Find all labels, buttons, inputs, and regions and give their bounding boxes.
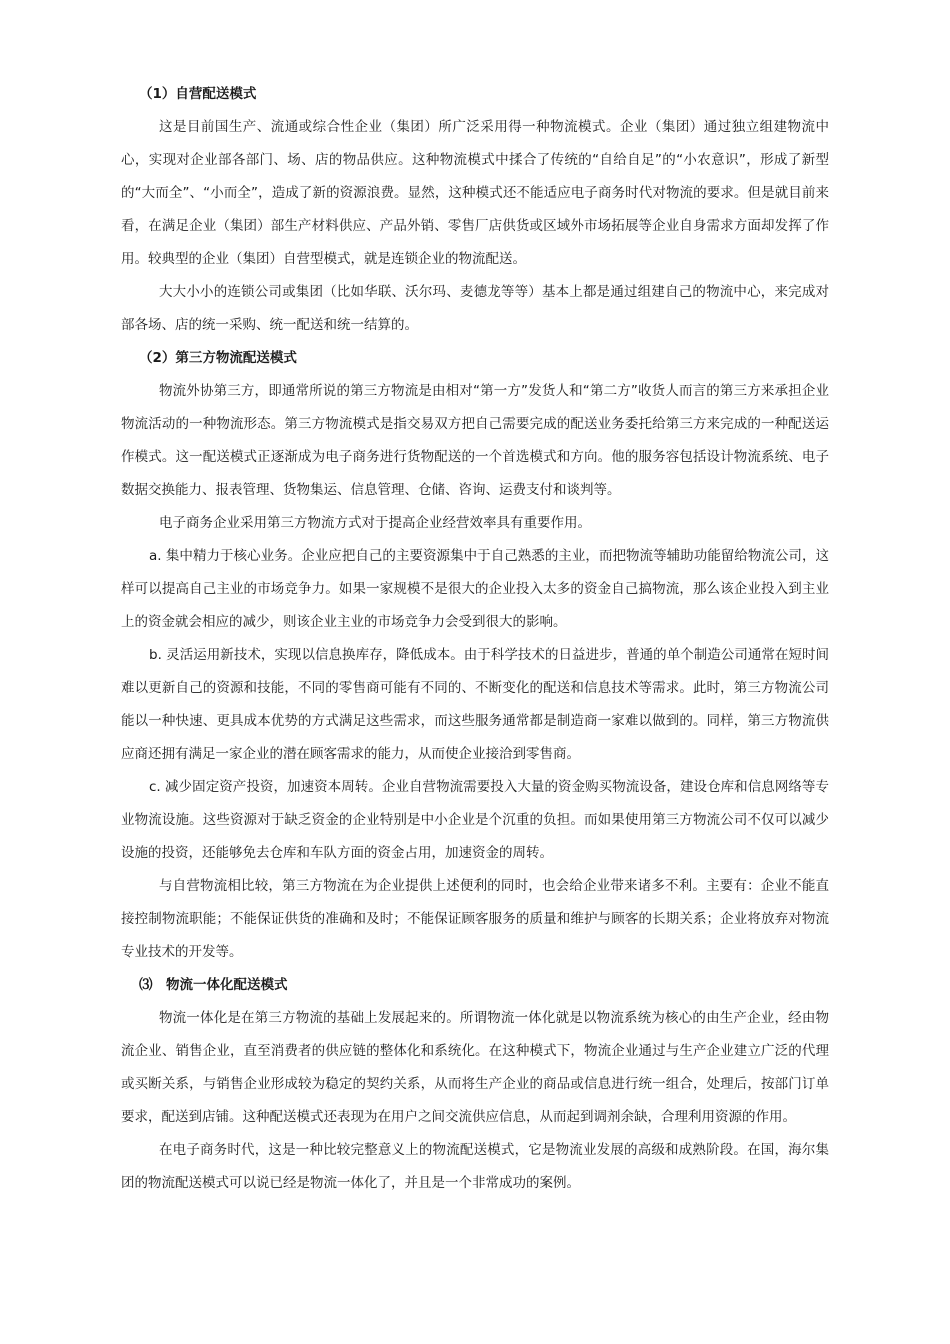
body-paragraph: 物流一体化是在第三方物流的基础上发展起来的。所谓物流一体化就是以物流系统为核心的由生产企业，经由物流企业、销售企业，直至消费者的供应链的整体化和系统化。在这种模式下，物流企业通过与生产企业建立广泛的代理或买断关系，与销售企业形成较为稳定的契约关系，从而将生产企业的商品或信息进行统一组合，处理后，按部门订单要求，配送到店铺。这种配送模式还表现为在用户之间交流供应信息，从而起到调剂余缺，合理利用资源的作用。 [121, 1010, 829, 1125]
list-item-c: c. 减少固定资产投资，加速资本周转。企业自营物流需要投入大量的资金购买物流设备，建设仓库和信息网络等专业物流设施。这些资源对于缺乏资金的企业特别是中小企业是个沉重的负担。而如果使用第三方物流公司不仅可以减少设施的投资，还能够免去仓库和车队方面的资金占用，加速资金的周转。 [121, 779, 829, 861]
body-paragraph: 与自营物流相比较，第三方物流在为企业提供上述便利的同时，也会给企业带来诸多不利。主要有：企业不能直接控制物流职能；不能保证供货的准确和及时；不能保证顾客服务的质量和维护与顾客的长期关系；企业将放弃对物流专业技术的开发等。 [121, 878, 829, 960]
document-body [121, 78, 829, 1200]
list-item-a: a. 集中精力于核心业务。企业应把自己的主要资源集中于自己熟悉的主业，而把物流等辅助功能留给物流公司，这样可以提高自己主业的市场竞争力。如果一家规模不是很大的企业投入太多的资金自己搞物流，那么该企业投入到主业上的资金就会相应的减少，则该企业主业的市场竞争力会受到很大的影响。 [121, 548, 829, 630]
list-item-b: b. 灵活运用新技术，实现以信息换库存，降低成本。由于科学技术的日益进步，普通的单个制造公司通常在短时间难以更新自己的资源和技能，不同的零售商可能有不同的、不断变化的配送和信息技术等需求。此时，第三方物流公司能以一种快速、更具成本优势的方式满足这些需求，而这些服务通常都是制造商一家难以做到的。同样，第三方物流供应商还拥有满足一家企业的潜在顾客需求的能力，从而使企业接洽到零售商。 [121, 647, 829, 762]
body-paragraph: 在电子商务时代，这是一种比较完整意义上的物流配送模式，它是物流业发展的高级和成熟阶段。在国，海尔集团的物流配送模式可以说已经是物流一体化了，并且是一个非常成功的案例。 [121, 1142, 829, 1191]
section-heading-integrated: ⑶ 物流一体化配送模式 [139, 977, 288, 993]
body-paragraph: 物流外协第三方，即通常所说的第三方物流是由相对“第一方”发货人和“第二方”收货人而言的第三方来承担企业物流活动的一种物流形态。第三方物流模式是指交易双方把自己需要完成的配送业务委托给第三方来完成的一种配送运作模式。这一配送模式正逐渐成为电子商务进行货物配送的一个首选模式和方向。他的服务容包括设计物流系统、电子数据交换能力、报表管理、货物集运、信息管理、仓储、咨询、运费支付和谈判等。 [121, 383, 829, 498]
section-heading-third-party: （2）第三方物流配送模式 [139, 350, 297, 366]
body-paragraph: 大大小小的连锁公司或集团（比如华联、沃尔玛、麦德龙等等）基本上都是通过组建自己的物流中心，来完成对部各场、店的统一采购、统一配送和统一结算的。 [121, 284, 829, 333]
body-paragraph: 这是目前国生产、流通或综合性企业（集团）所广泛采用得一种物流模式。企业（集团）通过独立组建物流中心，实现对企业部各部门、场、店的物品供应。这种物流模式中揉合了传统的“自给自足”的“小农意识”，形成了新型的“大而全”、“小而全”，造成了新的资源浪费。显然，这种模式还不能适应电子商务时代对物流的要求。但是就目前来看，在满足企业（集团）部生产材料供应、产品外销、零售厂店供货或区域外市场拓展等企业自身需求方面却发挥了作用。较典型的企业（集团）自营型模式，就是连锁企业的物流配送。 [121, 119, 829, 267]
body-paragraph: 电子商务企业采用第三方物流方式对于提高企业经营效率具有重要作用。 [159, 515, 591, 531]
section-heading-self-operated: （1）自营配送模式 [139, 86, 257, 102]
